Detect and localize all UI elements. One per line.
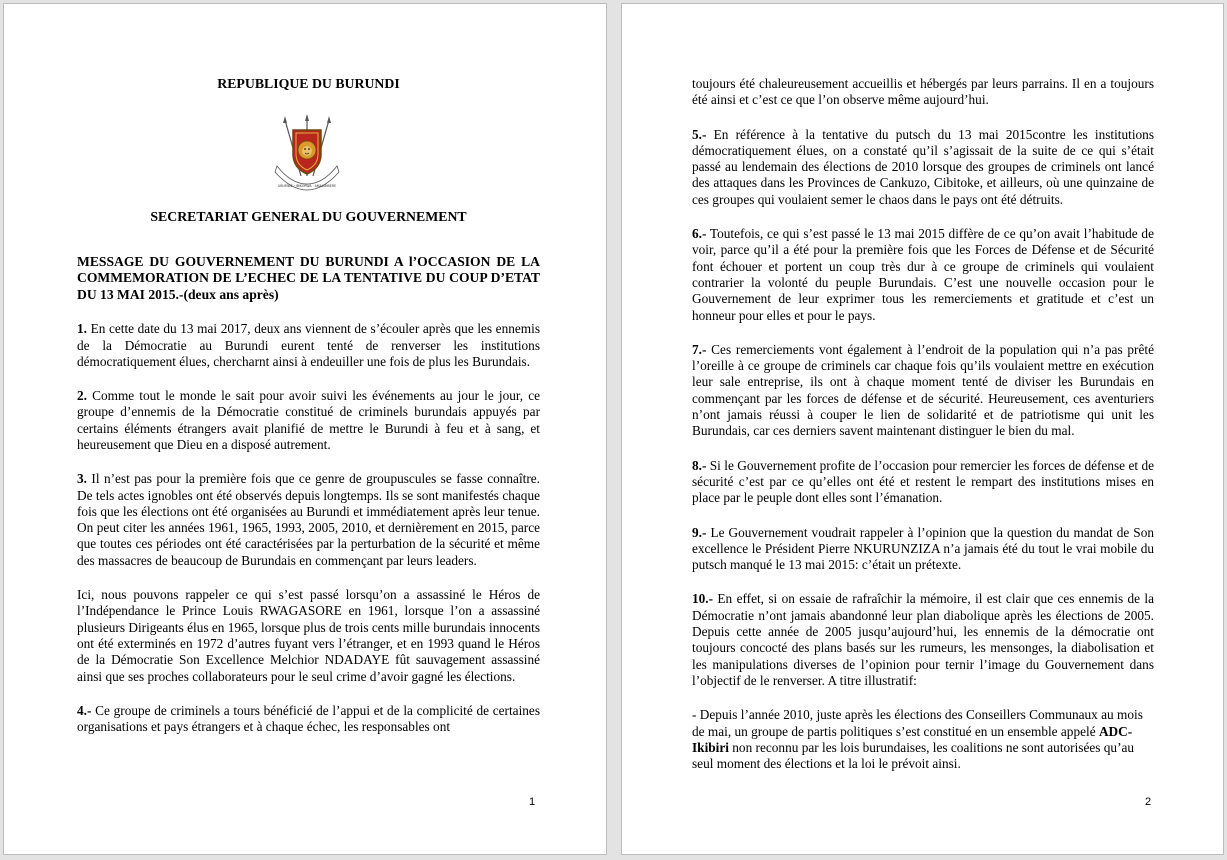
document-title: MESSAGE DU GOUVERNEMENT DU BURUNDI A l’OCCASION DE LA COMMEMORATION DE L’ECHEC DE LA TENTATIVE DU COUP D’ETAT DU 13 MAI 2015.-(deux ans après) (77, 254, 540, 302)
adc-ikibiri-term: ADC-Ikibiri (692, 723, 1133, 755)
paragraph-5: 5.- En référence à la tentative du putsch du 13 mai 2015contre les institutions démocratiquement élues, on a constaté qu’il s’agissait de la suite de ce qui s’était passé au lendemain des élections de 2010 lorsque des groupes de criminels ont lancé des attaques dans les Provinces de Cankuzo, Cibitoke, et ailleurs, où une quinzaine de ces groupes qui voulaient semer le chaos dans le pays ont été détruits. (692, 126, 1154, 207)
paragraph-7: 7.- Ces remerciements vont également à l’endroit de la population qui n’a pas prêté l’oreille à ce groupe de criminels car chaque fois qu’ils voulaient mettre en exécution leur sale entreprise, ils ont à chaque moment tenté de diviser les Burundais en commençant par les forces de défense et de sécurité. Heureusement, ces aventuriers n’ont jamais réussi à couper le lien de solidarité et de patriotisme qui unit les Burundais, car ces derniers savent maintenant distinguer le bien du mal. (692, 341, 1154, 439)
paragraph-4-continued: toujours été chaleureusement accueillis et hébergés par leurs parrains. Il en a toujours été ainsi et c’est ce que l’on observe même aujourd’hui. (692, 76, 1154, 108)
paragraph-9: 9.- Le Gouvernement voudrait rappeler à l’opinion que la question du mandat de Son excellence le Président Pierre NKURUNZIZA n’a jamais été du tout le vrai mobile du putsch manqué le 13 mai 2015: c’était un prétexte. (692, 524, 1154, 573)
page-1-body (77, 254, 540, 753)
paragraph-4: 4.- Ce groupe de criminels a tours bénéficié de l’appui et de la complicité de certaines organisations et pays étrangers et à chaque échec, les responsables ont (77, 702, 540, 735)
paragraph-2: 2. Comme tout le monde le sait pour avoir suivi les événements au jour le jour, ce groupe d’ennemis de la Démocratie constitué de criminels burundais appuyés par certains éléments étrangers avait planifié de mettre le Burundi à feu et à sang, et heureusement que Dieu en a disposé autrement. (77, 388, 540, 452)
paragraph-3: 3. Il n’est pas pour la première fois que ce genre de groupuscules se fasse connaître. De tels actes ignobles ont été observés depuis longtemps. Ils se sont manifestés chaque fois que les élections ont été organisées au Burundi et immédiatement après leur tenue. On peut citer les années 1961, 1965, 1993, 2005, 2010, et dernièrement en 2015, parce que toutes ces périodes ont été caractérisées par la perturbation de la sécurité et même des massacres de beaucoup de Burundais en commençant par leurs leaders. (77, 471, 540, 568)
paragraph-6: 6.- Toutefois, ce qui s’est passé le 13 mai 2015 diffère de ce qu’on avait l’habitude de voir, parce qu’il a été pour la première fois que les Forces de Défense et de Sécurité font échouer et portent un coup très dur à ce groupe de criminels qui voulaient contrarier la volonté du peuple Burundais. C’est une nouvelle occasion pour le Gouvernement de leur exprimer tous les remerciements et gratitude et c’est un honneur pour elles et pour le pays. (692, 226, 1154, 323)
burundi-coat-of-arms-icon (271, 114, 343, 192)
page-1-content (77, 76, 540, 92)
document-page-1 (3, 3, 607, 855)
page-2-body (692, 76, 1154, 790)
document-page-2 (621, 3, 1224, 855)
secretariat-heading: SECRETARIAT GENERAL DU GOUVERNEMENT (150, 209, 467, 224)
paragraph-8: 8.- Si le Gouvernement profite de l’occasion pour remercier les forces de défense et de sécurité c’est par ce qu’elles ont été et restent le rempart des institutions mises en place par le peuple dont elles sont l’émanation. (692, 457, 1154, 506)
page-number: 2 (1145, 796, 1152, 808)
page-1-headers (77, 209, 540, 225)
page-number: 1 (529, 796, 536, 808)
republic-heading: REPUBLIQUE DU BURUNDI (217, 76, 400, 91)
paragraph-10: 10.- En effet, si on essaie de rafraîchir la mémoire, il est clair que ces ennemis de la Démocratie n’ont jamais abandonné leur plan diabolique après les élections de 2005. Depuis cette année de 2005 jusqu’aujourd’hui, les ennemis de la démocratie ont toujours concocté des plans basés sur les rumeurs, les mensonges, la diabolisation et les manipulations diverses de l’opinion pour ternir l’image du Gouvernement dans l’objectif de le renverser. A titre illustratif: (692, 591, 1154, 688)
paragraph-1: 1. En cette date du 13 mai 2017, deux ans viennent de s’écouler après que les ennemis de la Démocratie au Burundi eurent tenté de renverser les institutions démocratiquement élues, chercharnt ainsi à endeuiller une fois de plus les Burundais. (77, 321, 540, 369)
bullet-paragraph: - Depuis l’année 2010, juste après les élections des Conseillers Communaux au mois de mai, un groupe de partis politiques s’est constitué en un ensemble appelé ADC-Ikibiri non reconnu par les lois burundaises, les coalitions ne sont autorisées qu’au seul moment des élections et la loi le prévoit ainsi. (692, 707, 1143, 772)
emblem-motto: UBUMWE · IBIKORWA · AMAJAMBERE (278, 184, 336, 188)
paragraph-3-continued: Ici, nous pouvons rappeler ce qui s’est passé lorsqu’on a assassiné le Héros de l’Indépendance le Prince Louis RWAGASORE en 1961, lorsque l’on a assassiné plusieurs Dirigeants élus en 1965, lorsque plus de trois cents mille burundais innocents ont été exterminés en 1972 d’autres fuyant vers l’étranger, et en 1993 quand le Héros de la Démocratie Son Excellence Melchior NDADAYE fût sauvagement assassiné ainsi que ses proches collaborateurs pour le seul crime d’avoir gagné les élections. (77, 587, 540, 684)
